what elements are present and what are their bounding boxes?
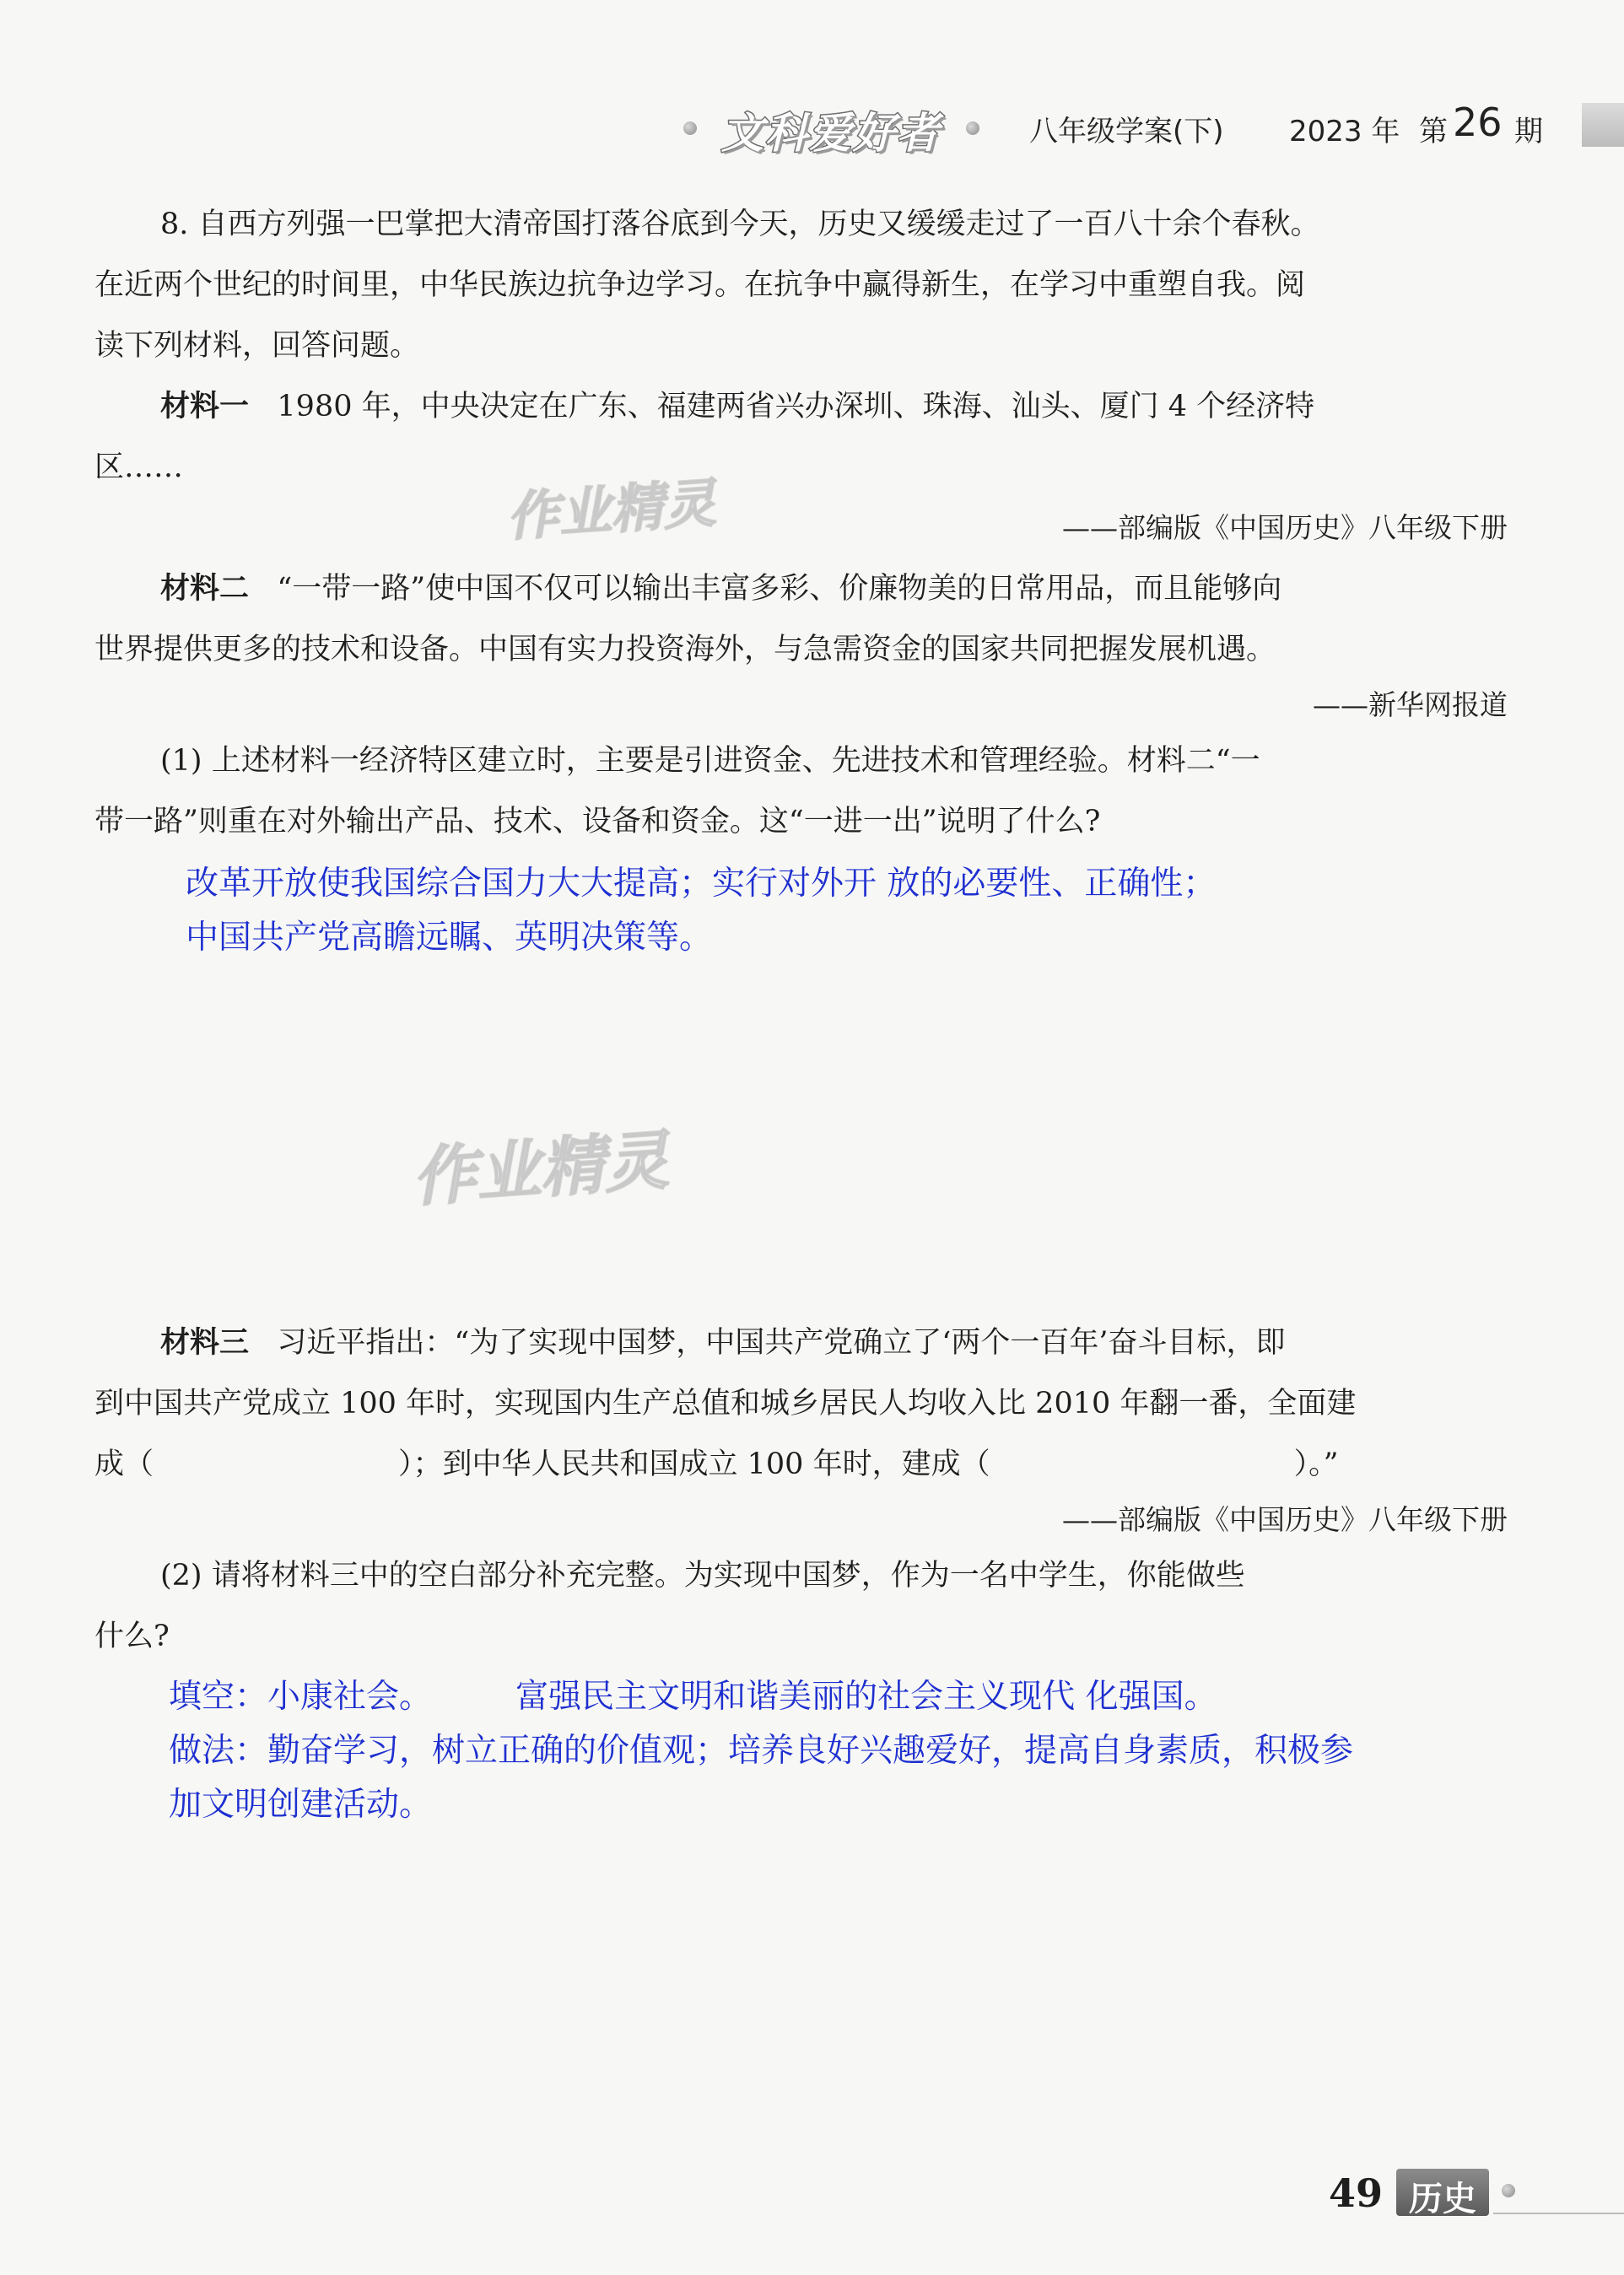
edition-label: 八年级学案(下) bbox=[1029, 115, 1224, 148]
material3-text-with-blanks bbox=[94, 1434, 1508, 1495]
subject-label: 历史 bbox=[1409, 2180, 1476, 2218]
watermark: 作业精灵 bbox=[504, 472, 718, 548]
issue-suffix: 期 bbox=[1514, 115, 1543, 148]
material2-label: 材料二 bbox=[160, 572, 250, 606]
question-body bbox=[94, 194, 1508, 1832]
material1-source: ——部编版《中国历史》八年级下册 bbox=[1062, 511, 1508, 544]
material3-text: 到中国共产党成立 100 年时，实现国内生产总值和城乡居民人均收入比 2010 年翻一番，全面建 bbox=[94, 1387, 1357, 1421]
material3 bbox=[94, 1313, 1508, 1373]
material3-source: ——部编版《中国历史》八年级下册 bbox=[1062, 1503, 1508, 1536]
footer-divider bbox=[1493, 2213, 1624, 2214]
subquestion1-text: 带一路”则重在对外输出产品、技术、设备和资金。这“一进一出”说明了什么? bbox=[94, 805, 1101, 838]
answer2-line: 加文明创建活动。 bbox=[169, 1786, 433, 1824]
issue-prefix: 第 bbox=[1419, 115, 1448, 148]
page-number: 49 bbox=[1329, 2170, 1384, 2216]
material2-text: 世界提供更多的技术和设备。中国有实力投资海外，与急需资金的国家共同把握发展机遇。 bbox=[94, 633, 1276, 666]
material3-label: 材料三 bbox=[160, 1326, 250, 1360]
answer2-line: 填空：小康社会。 富强民主文明和谐美丽的社会主义现代 化强国。 bbox=[169, 1678, 1217, 1716]
material2 bbox=[94, 558, 1508, 619]
material3-text: ）。” bbox=[1293, 1447, 1339, 1481]
material1-text: 区…… bbox=[94, 450, 184, 484]
answer2-line: 做法：勤奋学习，树立正确的价值观；培养良好兴趣爱好，提高自身素质，积极参 bbox=[169, 1732, 1354, 1770]
subquestion1-text: (1) 上述材料一经济特区建立时，主要是引进资金、先进技术和管理经验。材料二“一 bbox=[160, 744, 1260, 778]
material2-source: ——新华网报道 bbox=[1313, 688, 1508, 721]
page-footer bbox=[1329, 2164, 1624, 2223]
answer1-line: 中国共产党高瞻远瞩、英明决策等。 bbox=[186, 919, 713, 957]
bullet-dot-icon bbox=[683, 121, 697, 135]
intro-line: 8. 自西方列强一巴掌把大清帝国打落谷底到今天，历史又缓缓走过了一百八十余个春秋。 bbox=[160, 208, 1320, 241]
watermark: 作业精灵 bbox=[409, 1122, 672, 1216]
answer-space bbox=[94, 965, 1508, 1313]
material3-text: 成（ bbox=[94, 1447, 154, 1481]
material1-text: 1980 年，中央决定在广东、福建两省兴办深圳、珠海、汕头、厦门 4 个经济特 bbox=[277, 390, 1315, 423]
material1 bbox=[94, 376, 1508, 437]
answer1-line: 改革开放使我国综合国力大大提高；实行对外开 放的必要性、正确性； bbox=[186, 865, 1217, 903]
bullet-dot-icon bbox=[966, 121, 979, 135]
subquestion2-text: 什么? bbox=[94, 1620, 170, 1653]
header-decor-bar bbox=[1582, 103, 1624, 147]
bullet-dot-icon bbox=[1502, 2184, 1515, 2197]
material3-text: ）；到中华人民共和国成立 100 年时，建成（ bbox=[398, 1447, 990, 1481]
intro-line: 在近两个世纪的时间里，中华民族边抗争边学习。在抗争中赢得新生，在学习中重塑自我。阅 bbox=[94, 268, 1306, 302]
material3-text: 习近平指出：“为了实现中国梦，中国共产党确立了‘两个一百年’奋斗目标，即 bbox=[277, 1326, 1286, 1360]
material1-label: 材料一 bbox=[160, 390, 250, 423]
brand-logo: 文科爱好者 bbox=[721, 109, 941, 158]
material2-text: “一带一路”使中国不仅可以输出丰富多彩、价廉物美的日常用品，而且能够向 bbox=[277, 572, 1282, 606]
issue-number: 26 bbox=[1453, 100, 1503, 145]
intro-line: 读下列材料，回答问题。 bbox=[94, 329, 420, 363]
year-label: 2023 年 bbox=[1289, 115, 1400, 148]
page-header bbox=[675, 100, 1624, 157]
subquestion2-text: (2) 请将材料三中的空白部分补充完整。为实现中国梦，作为一名中学生，你能做些 bbox=[160, 1559, 1245, 1593]
subject-badge bbox=[1396, 2169, 1489, 2216]
